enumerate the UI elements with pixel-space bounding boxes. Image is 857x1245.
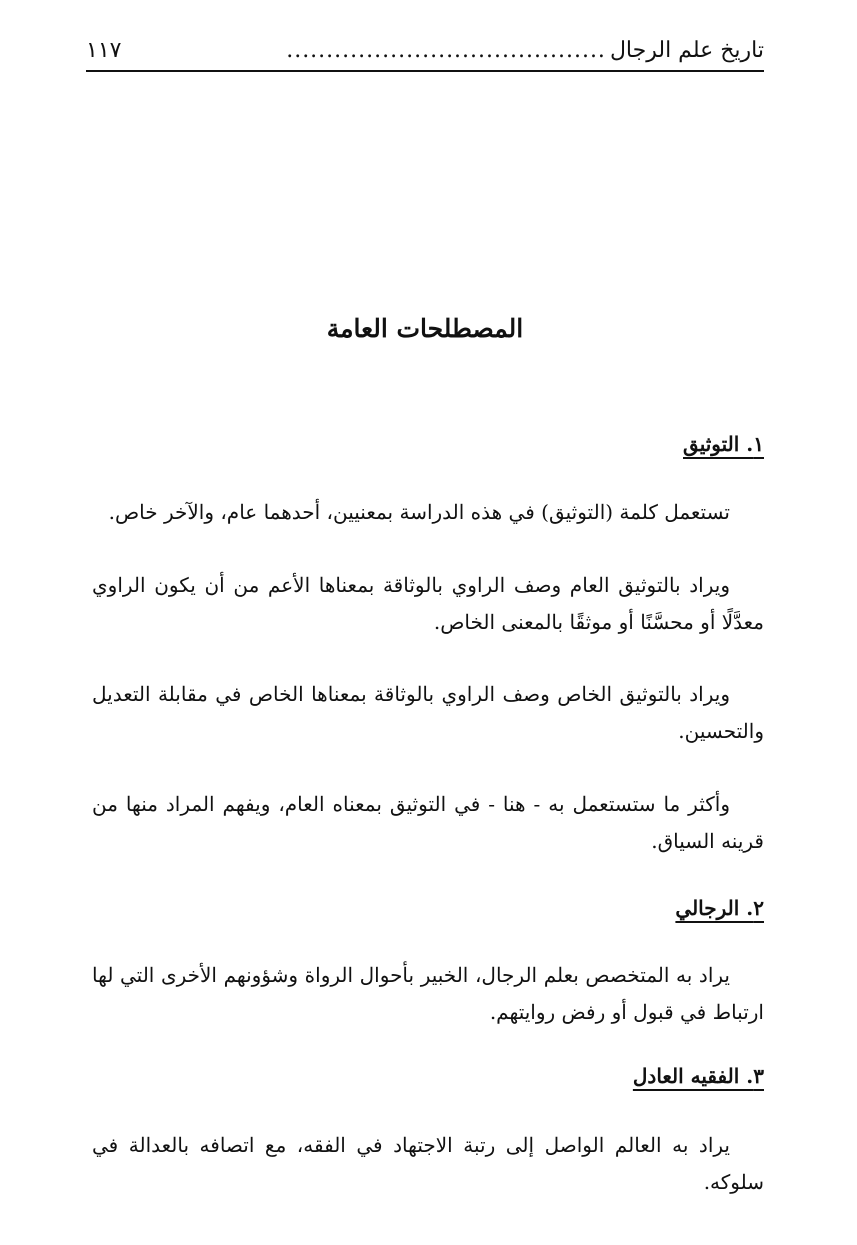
paragraph-tawthiq-definition: تستعمل كلمة (التوثيق) في هذه الدراسة بمعنيين، أحدهما عام، والآخر خاص. (108, 500, 730, 524)
page-header (86, 28, 764, 72)
heading-tawthiq: ١. التوثيق (683, 432, 764, 456)
running-title: تاريخ علم الرجال (609, 38, 764, 63)
paragraph-tawthiq-general: ويراد بالتوثيق العام وصف الراوي بالوثاقة بمعناها الأعم من أن يكون الراوي معدَّلًا أو محسَّنًا أو موثقًا بالمعنى الخاص. (92, 573, 764, 634)
leader-dots: ........................................ (286, 38, 606, 63)
heading-rijali: ٢. الرجالي (675, 896, 764, 920)
paragraph-tawthiq-specific: ويراد بالتوثيق الخاص وصف الراوي بالوثاقة بمعناها الخاص في مقابلة التعديل والتحسين. (92, 682, 764, 743)
paragraph-tawthiq-usage: وأكثر ما ستستعمل به - هنا - في التوثيق بمعناه العام، ويفهم المراد منها من قرينه السياق. (92, 792, 764, 853)
paragraph-faqih: يراد به العالم الواصل إلى رتبة الاجتهاد في الفقه، مع اتصافه بالعدالة في سلوكه. (92, 1133, 764, 1194)
section-title: المصطلحات العامة (326, 314, 524, 343)
heading-faqih: ٣. الفقيه العادل (632, 1064, 764, 1088)
page-number: ١١٧ (86, 38, 122, 63)
paragraph-rijali: يراد به المتخصص بعلم الرجال، الخبير بأحوال الرواة وشؤونهم الأخرى التي لها ارتباط في قبول أو رفض روايتهم. (92, 963, 764, 1024)
